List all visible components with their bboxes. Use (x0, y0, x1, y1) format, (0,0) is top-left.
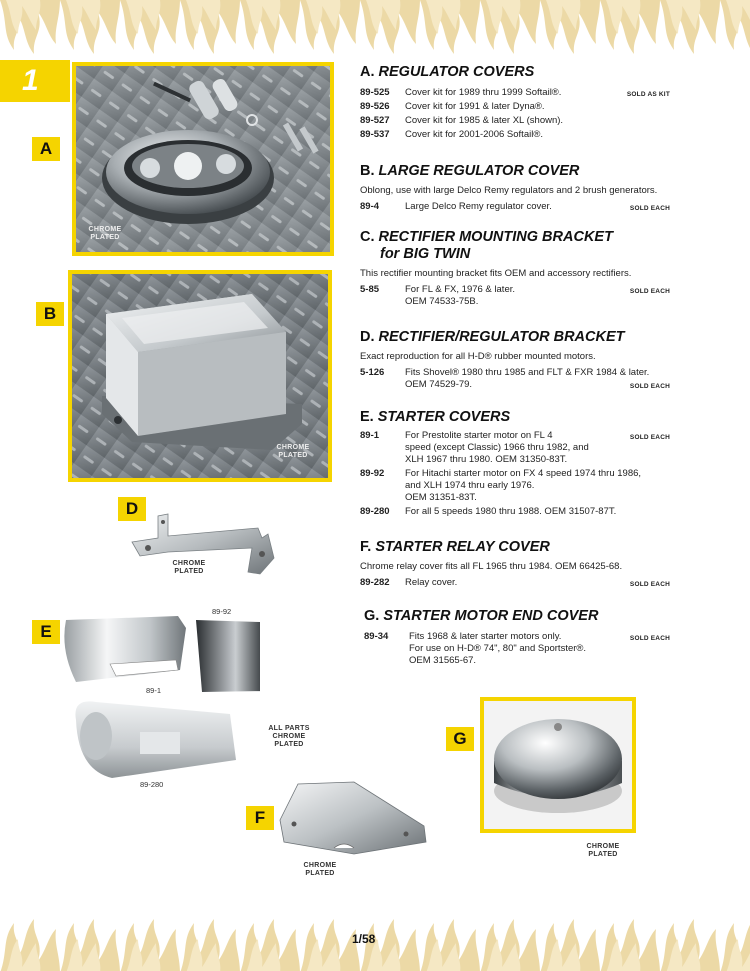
section-e (360, 409, 680, 518)
section-c-subtitle: for BIG TWIN (380, 246, 471, 262)
section-e-heading: E. STARTER COVERS (360, 409, 511, 425)
caption-e: ALL PARTS CHROME PLATED (268, 725, 310, 748)
caption-b: CHROME PLATED (276, 444, 310, 459)
list-item: 89-526 Cover kit for 1991 & later Dyna®. (360, 101, 545, 112)
flame-border-top (0, 0, 750, 62)
badge-g: G (446, 727, 474, 751)
list-item: 89-282 Relay cover. SOLD EACH (360, 577, 670, 588)
list-item: 89-1 For Prestolite starter motor on FL 4 speed (except Classic) 1966 thru 1982, and XLH 1967 thru 1980. OEM 31350-83T. SOLD EACH (360, 430, 670, 465)
list-item: 5-126 Fits Shovel® 1980 thru 1985 and FLT & FXR 1984 & later. OEM 74529-79. SOLD EACH (360, 367, 670, 390)
label-89-1: 89-1 (146, 686, 162, 695)
badge-a: A (32, 137, 60, 161)
list-item: 89-527 Cover kit for 1985 & later XL (shown). (360, 115, 564, 126)
photo-starter-covers (60, 610, 260, 790)
list-item: 5-85 For FL & FX, 1976 & later. OEM 74533-75B. SOLD EACH (360, 284, 670, 307)
list-item: 89-92 For Hitachi starter motor on FX 4 speed 1974 thru 1986, and XLH 1974 thru early 1976. OEM 31351-83T. (360, 468, 642, 503)
caption-d: CHROME PLATED (172, 560, 206, 575)
section-tab-strip (66, 60, 70, 102)
list-item: 89-537 Cover kit for 2001-2006 Softail®. (360, 129, 543, 140)
caption-a: CHROME PLATED (88, 226, 122, 241)
section-f-heading: F. STARTER RELAY COVER (360, 539, 550, 555)
badge-f: F (246, 806, 274, 830)
section-f (360, 539, 680, 589)
section-d-intro: Exact reproduction for all H-D® rubber mounted motors. (360, 351, 596, 362)
list-item: 89-4 Large Delco Remy regulator cover. SOLD EACH (360, 201, 670, 212)
list-item: 89-34 Fits 1968 & later starter motors only. For use on H-D® 74", 80" and Sportster®. OEM 31565-67. SOLD EACH (364, 631, 670, 666)
page-number: 1/58 (352, 932, 376, 946)
photo-starter-motor-end-cover (480, 697, 636, 833)
section-c-heading: C. RECTIFIER MOUNTING BRACKET (360, 229, 613, 245)
badge-d: D (118, 497, 146, 521)
label-89-280: 89-280 (140, 780, 164, 789)
badge-b: B (36, 302, 64, 326)
section-d-heading: D. RECTIFIER/REGULATOR BRACKET (360, 329, 625, 345)
section-c (360, 229, 680, 308)
section-b-intro: Oblong, use with large Delco Remy regulators and 2 brush generators. (360, 185, 658, 196)
section-a-heading: A. REGULATOR COVERS (360, 64, 535, 80)
list-item: 89-525 Cover kit for 1989 thru 1999 Softail®. SOLD AS KIT (360, 87, 670, 98)
section-b (360, 163, 680, 213)
caption-f: CHROME PLATED (303, 862, 337, 877)
caption-g: CHROME PLATED (586, 843, 620, 858)
list-item: 89-280 For all 5 speeds 1980 thru 1988. OEM 31507-87T. (360, 506, 617, 517)
photo-starter-relay-cover (274, 780, 434, 860)
section-g (364, 608, 684, 667)
section-b-heading: B. LARGE REGULATOR COVER (360, 163, 580, 179)
section-tab (0, 60, 66, 102)
section-d (360, 329, 680, 391)
badge-e: E (32, 620, 60, 644)
label-89-92: 89-92 (212, 607, 232, 616)
section-a (360, 64, 680, 141)
section-g-heading: G. STARTER MOTOR END COVER (364, 608, 599, 624)
section-f-intro: Chrome relay cover fits all FL 1965 thru 1984. OEM 66425-68. (360, 561, 623, 572)
section-c-intro: This rectifier mounting bracket fits OEM and accessory rectifiers. (360, 268, 632, 279)
section-number: 1 (22, 64, 39, 97)
